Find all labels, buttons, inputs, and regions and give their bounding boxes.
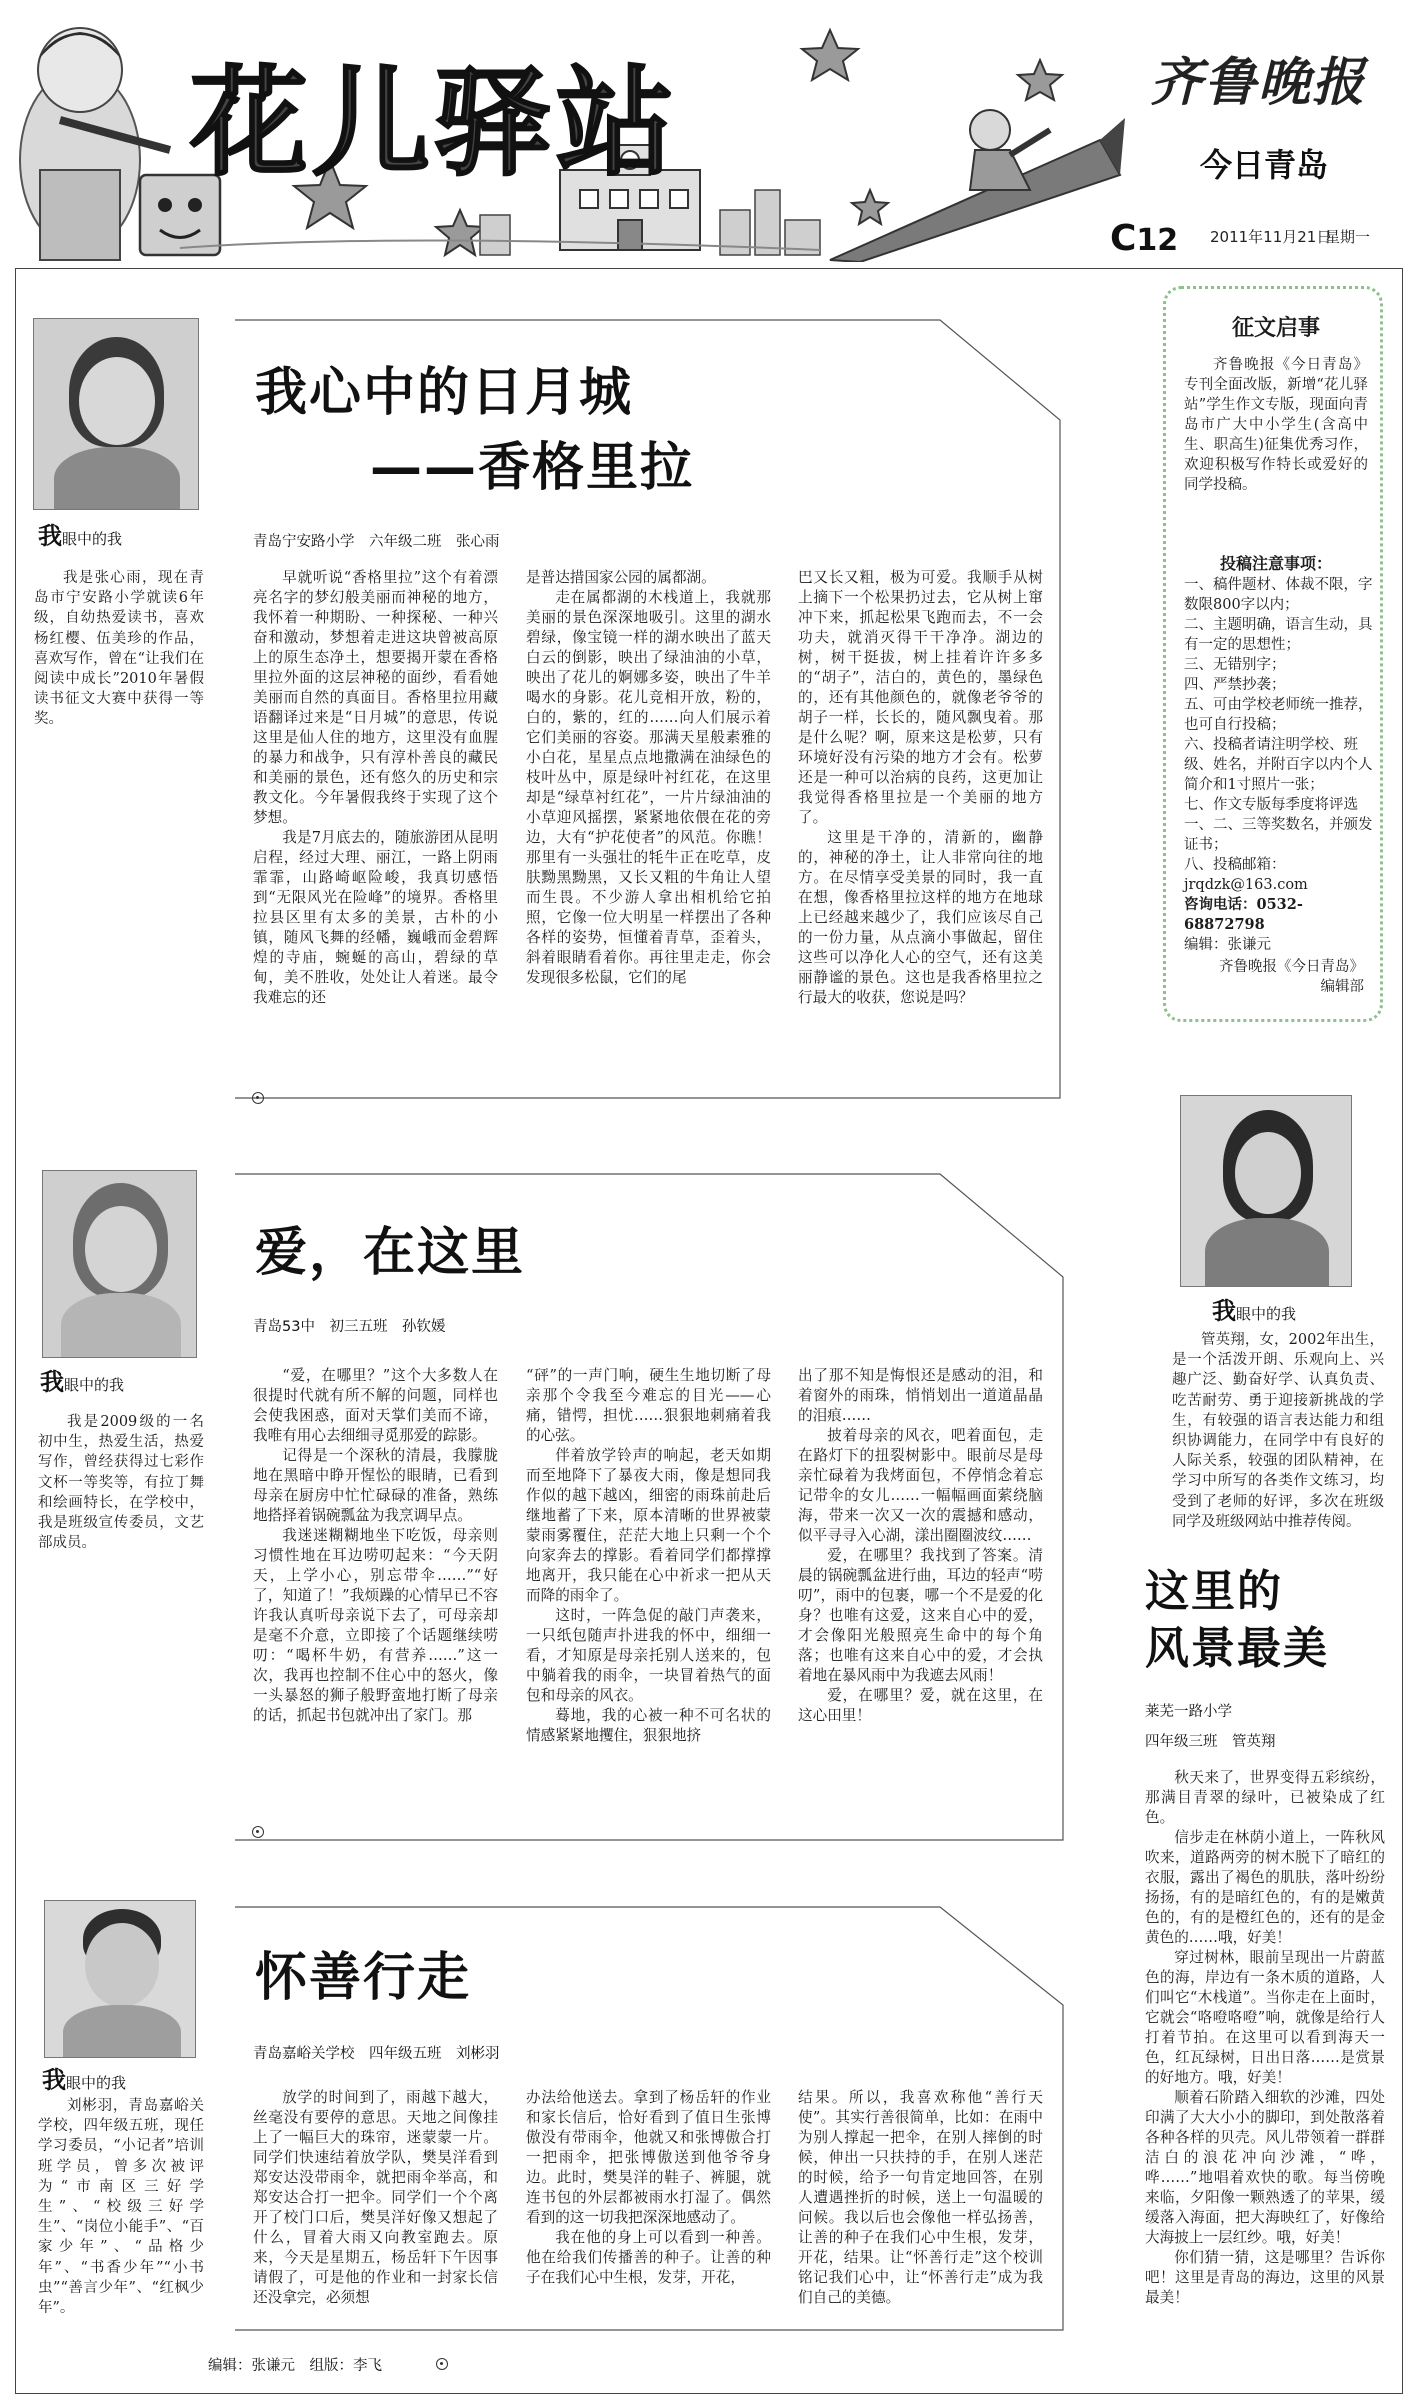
paragraph: 穿过树林，眼前呈现出一片蔚蓝色的海，岸边有一条木质的道路，人们叫它“木栈道”。当你走在上面时，它就会“咯噔咯噔”响，就像是给行人打着节拍。在这里可以看到海天一色，红瓦绿树，日出日落……是赏景的好地方。哦，好美！ [1145, 1949, 1385, 2086]
paragraph: 放学的时间到了，雨越下越大，丝毫没有要停的意思。天地之间像挂上了一幅巨大的珠帘，迷蒙蒙一片。同学们快速结着放学队，樊昊洋看到郑安达没带雨伞，就把雨伞举高，和郑安达合打一把伞。同学们一个个离开了校门口后，樊昊洋好像又想起了什么，冒着大雨又向教室跑去。原来，今天是星期五，杨岳轩下午因事请假了，可是他的作业和一封家长信还没拿完，必须想 [253, 2089, 498, 2306]
article4-school: 莱芜一路小学 [1145, 1704, 1232, 1720]
article3-column-2 [526, 2088, 771, 2328]
article1-portrait [33, 318, 199, 510]
paragraph: 早就听说“香格里拉”这个有着漂亮名字的梦幻般美丽而神秘的地方，我怀着一种期盼、一种探秘、一种兴奋和激动，梦想着走进这块曾被高原上的原生态净土，想要揭开蒙在香格里拉外面的这层神秘的面纱，看看她美丽而自然的真面目。香格里拉用藏语翻译过来是“日月城”的意思，传说这里是仙人住的地方，这里没有血腥的暴力和战争，只有淳朴善良的藏民和美丽的景色，还有悠久的历史和宗教文化。今年暑假我终于实现了这个梦想。 [253, 569, 498, 826]
article2-caption-big: 我 [40, 1368, 64, 1396]
article2-photo-block [36, 1170, 204, 1400]
article1-photo-block [30, 318, 202, 550]
article3-caption-text: 眼中的我 [66, 2074, 127, 2092]
paragraph: 信步走在林荫小道上，一阵秋风吹来，道路两旁的树木脱下了暗红的衣服，露出了褐色的肌肤，落叶纷纷扬扬，有的是暗红色的，有的是嫩黄色的，有的是橙红色的，还有的是金黄色的……哦，好美！ [1145, 1829, 1385, 1946]
notice-email: 八、投稿邮箱：jrqdzk@163.com [1184, 857, 1308, 893]
notice-item: 七、作文专版每季度将评选一、二、三等奖数名，并颁发证书； [1184, 797, 1373, 853]
paragraph: 顺着石阶踏入细软的沙滩，四处印满了大大小小的脚印，到处散落着各种各样的贝壳。风儿带领着一群群洁白的浪花冲向沙滩，“哗，哗……”地唱着欢快的歌。每当傍晚来临，夕阳像一颗熟透了的苹果，缓缓落入海面，把大海映红了，好像给大海披上一层红纱。哦，好美！ [1145, 2089, 1385, 2246]
article1-author-bio: 我是张心雨，现在青岛市宁安路小学就读6年级，自幼热爱读书，喜欢杨红樱、伍美珍的作品，喜欢写作，曾在“让我们在阅读中成长”2010年暑假读书征文大赛中获得一等奖。 [34, 570, 204, 728]
paragraph: 我在他的身上可以看到一种善。他在给我们传播善的种子。让善的种子在我们心中生根，发芽，开花， [526, 2229, 771, 2286]
article4-body [1145, 1768, 1385, 2383]
article4-caption-text: 眼中的我 [1236, 1305, 1297, 1323]
paragraph: 我是7月底去的，随旅游团从昆明启程，经过大理、丽江，一路上阴雨霏霏，山路崎岖险峻，我真切感悟到“无限风光在险峰”的境界。香格里拉县区里有太多的美景，古朴的小镇，随风飞舞的经幡，巍峨而金碧辉煌的寺庙，蜿蜒的高山，碧绿的草甸，美不胜收，处处让人着迷。最令我难忘的还 [253, 829, 498, 1006]
article3-portrait [44, 1900, 196, 2058]
paragraph: 秋天来了，世界变得五彩缤纷，那满目青翠的绿叶，已被染成了红色。 [1145, 1769, 1385, 1826]
paragraph: 你们猜一猜，这是哪里？告诉你吧！这里是青岛的海边，这里的风景最美！ [1145, 2249, 1385, 2306]
notice-item: 二、主题明确，语言生动，具有一定的思想性； [1184, 617, 1373, 653]
weekday-line: 星期一 [1325, 228, 1371, 246]
page-editor-credit: 编辑：张谦元 组版：李飞 [208, 2358, 382, 2374]
pencil-rocket-icon [830, 110, 1125, 262]
article1-column-3 [798, 568, 1043, 1058]
paragraph: 爱，在哪里？我找到了答案。清晨的锅碗瓢盆进行曲，耳边的轻声“唠叨”，雨中的包裹，哪一个不是爱的化身？也唯有这爱，这来自心中的爱，才会像阳光般照亮生命中的每个角落；也唯有这来自心中的爱，才会执着地在暴风雨中为我遮去风雨！ [798, 1547, 1043, 1684]
notice-intro [1184, 355, 1368, 495]
notice-item: 五、可由学校老师统一推荐，也可自行投稿； [1184, 697, 1373, 733]
notice-items [1184, 575, 1374, 955]
paragraph: “砰”的一声门响，硬生生地切断了母亲那个令我至今难忘的目光——心痛，错愕，担忧……狠狠地刺痛着我的心弦。 [526, 1367, 771, 1444]
paragraph: “爱，在哪里？”这个大多数人在很提时代就有所不解的问题，同样也会使我困惑，面对天掌们美而不谛，我唯有用心去细细寻觅那爱的踪影。 [253, 1367, 498, 1444]
page-letter: C [1110, 218, 1137, 259]
article3-title: 怀善行走 [255, 1948, 472, 2008]
notice-item: 四、严禁抄袭； [1184, 677, 1286, 693]
article1-caption-big: 我 [38, 522, 62, 550]
paragraph: 出了那不知是悔恨还是感动的泪，和着窗外的雨珠，悄悄划出一道道晶晶的泪痕…… [798, 1367, 1043, 1424]
edition-name: 今日青岛 [1200, 146, 1329, 184]
article1-column-1 [253, 568, 498, 1058]
paragraph: 披着母亲的风衣，吧着面包，走在路灯下的扭裂树影中。眼前尽是母亲忙碌着为我烤面包，不停悄念着忘记带伞的女儿……一幅幅画面萦绕脑海，带来一次又一次的震撼和感动，似平寻寻入心湖，漾出圈圈波纹…… [798, 1427, 1043, 1544]
article4-title-line1: 这里的 [1145, 1566, 1283, 1617]
article2-author-bio: 我是2009级的一名初中生，热爱生活，热爱写作，曾经获得过七彩作文杯一等奖等，有拉丁舞和绘画特长，在学校中，我是班级宣传委员，文艺部成员。 [38, 1414, 204, 1552]
paragraph: 爱，在哪里？爱，就在这里，在这心田里！ [798, 1687, 1043, 1724]
notice-sign-line1: 齐鲁晚报《今日青岛》 [1219, 959, 1364, 975]
article2-column-1 [253, 1366, 498, 1806]
article1-photo-caption [38, 516, 122, 551]
page-number [1110, 218, 1178, 259]
article3-column-1 [253, 2088, 498, 2328]
article4-author-bio: 管英翔，女，2002年出生，是一个活泼开朗、乐观向上、兴趣广泛、勤奋好学、认真负责、吃苦耐劳、勇于迎接新挑战的学生，有较强的语言表达能力和组织协调能力，在同学中有良好的人际关系，较强的团队精神，在学习中所写的各类作文练习，均受到了老师的好评，多次在班级同学及班级网站中推荐传阅。 [1172, 1332, 1384, 1530]
article4-title-line2: 风景最美 [1145, 1623, 1329, 1674]
article3-byline: 青岛嘉峪关学校 四年级五班 刘彬羽 [253, 2046, 500, 2062]
article1-title-line2: ——香格里拉 [370, 438, 695, 498]
article2-photo-caption [40, 1362, 124, 1397]
paragraph: 记得是一个深秋的清晨，我朦胧地在黑暗中睁开惺忪的眼睛，已看到母亲在厨房中忙忙碌碌的准备，熟练地搭择着锅碗瓢盆为我烹调早点。 [253, 1447, 498, 1524]
paragraph: 伴着放学铃声的响起，老天如期而至地降下了暴夜大雨，像是想同我作似的越下越凶，细密的雨珠前赴后继地蓄了下来，原本清晰的世界被蒙蒙雨雾覆住，茫茫大地上只剩一个个向家奔去的撑影。看着同学们都撑撑地离开，我只能在心中祈求一把从天而降的雨伞了。 [526, 1447, 771, 1604]
paragraph: 走在属都湖的木栈道上，我就那美丽的景色深深地吸引。这里的湖水碧绿，像宝镜一样的湖水映出了蓝天白云的倒影，映出了绿油油的小草，映出了花儿的婀娜多姿，映出了牛羊喝水的身影。花儿竞相开放，粉的，白的，紫的，红的……向人们展示着它们美丽的容姿。那满天星般素雅的小白花，星星点点地撒满在油绿色的枝叶丛中，原是绿叶衬红花，在这里却是“绿草衬红花”，一片片绿油油的小草迎风摇摆，紧紧地依偎在花的旁边，大有“护花使者”的风范。你瞧！那里有一头强壮的牦牛正在吃草，皮肤黝黑黝黑，又长又粗的牛角让人望而生畏。不少游人拿出相机给它拍照，它像一位大明星一样摆出了各种各样的姿势，恒懂着青草，歪着头，斜着眼睛看着你。再往里走走，你会发现很多松鼠，它们的尾 [526, 589, 771, 986]
notice-phone: 咨询电话：0532-68872798 [1184, 896, 1303, 933]
article1-caption-text: 眼中的我 [62, 530, 123, 548]
article3-column-3 [798, 2088, 1043, 2328]
paragraph: 结果。所以，我喜欢称他“善行天使”。其实行善很简单，比如：在雨中为别人撑起一把伞，在别人摔倒的时候，伸出一只扶持的手，在别人迷茫的时候，给予一句肯定地回答，在别人遭遇挫折的时候，送上一句温暖的问候。我以后也会像他一样弘扬善，让善的种子在我们心中生根，发芽，开花，结果。让“怀善行走”这个校训铭记我们心中，让“怀善行走”成为我们自己的美德。 [798, 2089, 1043, 2306]
article4-caption-big: 我 [1212, 1297, 1236, 1325]
article2-portrait [42, 1170, 197, 1358]
notice-title: 征文启事 [1231, 316, 1320, 341]
article1-column-2 [526, 568, 771, 1058]
paragraph: 这里是干净的，清新的，幽静的，神秘的净土，让人非常向往的地方。在尽情享受美景的同时，我一直在想，像香格里拉这样的地方在地球上已经越来越少了，我们应该尽自己的一份力量，从点滴小事做起，留住这些可以净化人心的空气，还有这美丽静谧的景色。这也是我香格里拉之行最大的收获，您说是吗？ [798, 829, 1043, 1006]
article2-title: 爱，在这里 [255, 1223, 526, 1283]
article4-photo-caption [1212, 1291, 1296, 1326]
notice-sign-line2: 编辑部 [1320, 979, 1364, 995]
article3-end-mark-icon [436, 2358, 448, 2370]
article4-byline: 四年级三班 管英翔 [1145, 1734, 1276, 1750]
notice-editor: 编辑：张谦元 [1184, 937, 1271, 953]
call-for-submissions [1163, 286, 1383, 1022]
article3-author-bio: 刘彬羽，青岛嘉峪关学校，四年级五班，现任学习委员，“小记者”培训班学员，曾多次被评为“市南区三好学生”、“校级三好学生”、“岗位小能手”、“百家少年”、“品格少年”、“书香少年”“小书虫”“善言少年”、“红枫少年”。 [38, 2098, 204, 2317]
article4-photo-block [1172, 1095, 1382, 1325]
paragraph: 办法给他送去。拿到了杨岳轩的作业和家长信后，恰好看到了值日生张博傲没有带雨伞，他就又和张博傲合打一把雨伞，把张博傲送到他爷爷身边。此时，樊昊洋的鞋子、裤腿，就连书包的外层都被雨水打湿了。偶然看到的这一切我把深深地感动了。 [526, 2089, 771, 2226]
page-digits: 12 [1136, 223, 1179, 258]
article3-photo-caption [42, 2060, 126, 2095]
article1-end-mark-icon [252, 1092, 264, 1104]
page-header [0, 0, 1417, 262]
paragraph: 这时，一阵急促的敲门声袭来，一只纸包随声扑进我的怀中，细细一看，才知原是母亲托别人送来的，包中躺着我的雨伞，一块冒着热气的面包和母亲的风衣。 [526, 1607, 771, 1704]
notice-signature [1166, 957, 1386, 997]
article4-portrait [1180, 1095, 1352, 1287]
notice-item: 三、无错别字； [1184, 657, 1286, 673]
article1-title-line1: 我心中的日月城 [255, 363, 634, 423]
article2-caption-text: 眼中的我 [64, 1376, 125, 1394]
article2-byline: 青岛53中 初三五班 孙钦媛 [253, 1319, 446, 1335]
article1-byline: 青岛宁安路小学 六年级二班 张心雨 [253, 534, 500, 550]
article3-photo-block [36, 1900, 204, 2092]
article2-column-3 [798, 1366, 1043, 1806]
notice-intro-text: 齐鲁晚报《今日青岛》专刊全面改版，新增“花儿驿站”学生作文专版，现面向青岛市广大中小学生(含高中生、职高生)征集优秀习作，欢迎积极写作特长或爱好的同学投稿。 [1184, 357, 1368, 493]
paragraph: 我迷迷糊糊地坐下吃饭，母亲则习惯性地在耳边唠叨起来：“今天阴天，上学小心，别忘带伞……”“好了，知道了！”我烦躁的心情早已不容许我认真听母亲说下去了，可母亲却是毫不介意，立即接了个话题继续唠叨：“喝杯牛奶，有营养……”这一次，我再也控制不住心中的怒火，像一头暴怒的狮子般野蛮地打断了母亲的话，抓起书包就冲出了家门。那 [253, 1527, 498, 1724]
notice-item: 一、稿件题材、体裁不限，字数限800字以内； [1184, 577, 1373, 613]
masthead-title: 花儿驿站 [190, 54, 679, 192]
notice-subtitle: 投稿注意事项： [1219, 554, 1332, 573]
paragraph: 蓦地，我的心被一种不可名状的情感紧紧地攫住，狠狠地挤 [526, 1707, 771, 1744]
article3-caption-big: 我 [42, 2066, 66, 2094]
paragraph: 巴又长又粗，极为可爱。我顺手从树上摘下一个松果扔过去，它从树上窜冲下来，抓起松果飞跑而去，不一会功夫，就消灭得干干净净。湖边的树，树干挺拔，树上挂着许许多多的“胡子”，洁白的，黄色的，墨绿色的，还有其他颜色的，就像老爷爷的胡子一样，长长的，随风飘曳着。那是什么呢？啊，原来这是松萝，只有环境好没有污染的地方才会有。松萝还是一种可以治病的良药，这更加让我觉得香格里拉是一个美丽的地方了。 [798, 569, 1043, 826]
paragraph: 是普达措国家公园的属都湖。 [526, 569, 716, 586]
date-line: 2011年11月21日 [1210, 228, 1332, 246]
newspaper-name: 齐鲁晚报 [1150, 52, 1367, 113]
article2-column-2 [526, 1366, 771, 1806]
notice-item: 六、投稿者请注明学校、班级、姓名，并附百字以内个人简介和1寸照片一张； [1184, 737, 1373, 793]
article2-end-mark-icon [252, 1826, 264, 1838]
